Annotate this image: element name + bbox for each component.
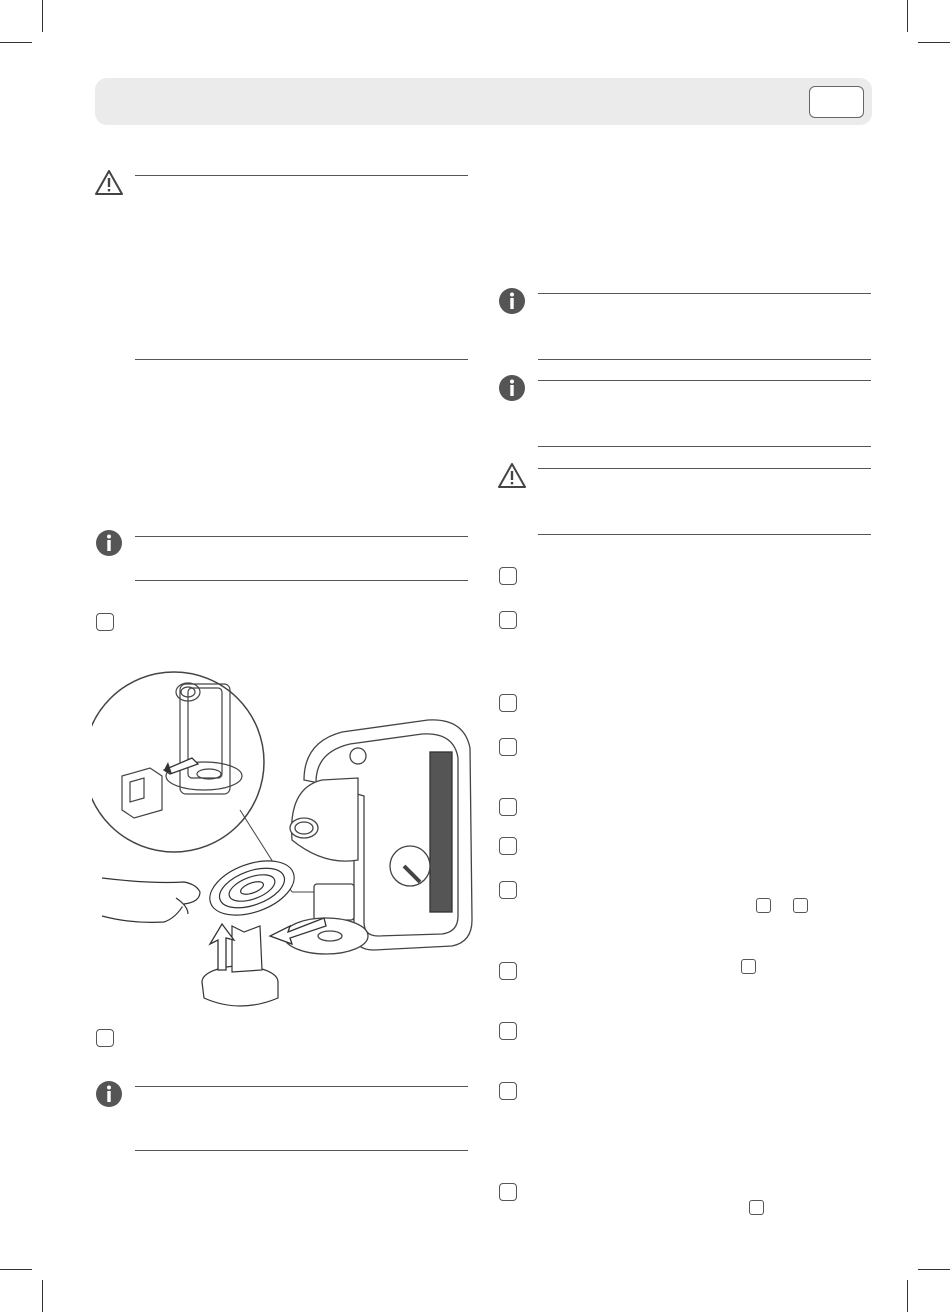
notice-rule [135,175,468,176]
step-number-box [499,962,517,980]
warning-triangle-icon [94,168,124,198]
notice-rule [538,468,871,469]
notice-rule [135,580,468,581]
coffee-machine-drip-tray-illustration [92,670,482,1010]
step-number-box [499,1183,517,1201]
notice-rule [135,1150,468,1151]
step-number-box [499,611,517,629]
step-number-box [499,1022,517,1040]
crop-mark [907,0,908,32]
notice-rule [538,446,871,447]
crop-mark [42,1280,43,1312]
info-circle-icon [497,286,527,316]
notice-rule [135,1086,468,1087]
crop-mark [42,0,43,32]
crop-mark [907,1280,908,1312]
inline-reference-box [741,959,756,974]
step-number-box [499,738,517,756]
step-number-box [499,881,517,899]
info-circle-icon [497,373,527,403]
language-tab [809,86,864,118]
step-number-box [499,694,517,712]
inline-reference-box [793,898,808,913]
crop-mark [0,1269,32,1270]
page-header-bar [95,78,872,125]
step-number-box [96,613,114,631]
inline-reference-box [749,1200,764,1215]
warning-triangle-icon [497,461,527,491]
step-number-box [96,1029,114,1047]
info-circle-icon [94,1079,124,1109]
step-number-box [499,798,517,816]
crop-mark [0,42,32,43]
step-number-box [499,837,517,855]
crop-mark [918,1269,950,1270]
step-number-box [499,567,517,585]
inline-reference-box [756,898,771,913]
crop-mark [918,42,950,43]
notice-rule [538,380,871,381]
info-circle-icon [94,528,124,558]
notice-rule [135,536,468,537]
notice-rule [538,534,871,535]
notice-rule [135,359,468,360]
notice-rule [538,293,871,294]
step-number-box [499,1082,517,1100]
notice-rule [538,359,871,360]
